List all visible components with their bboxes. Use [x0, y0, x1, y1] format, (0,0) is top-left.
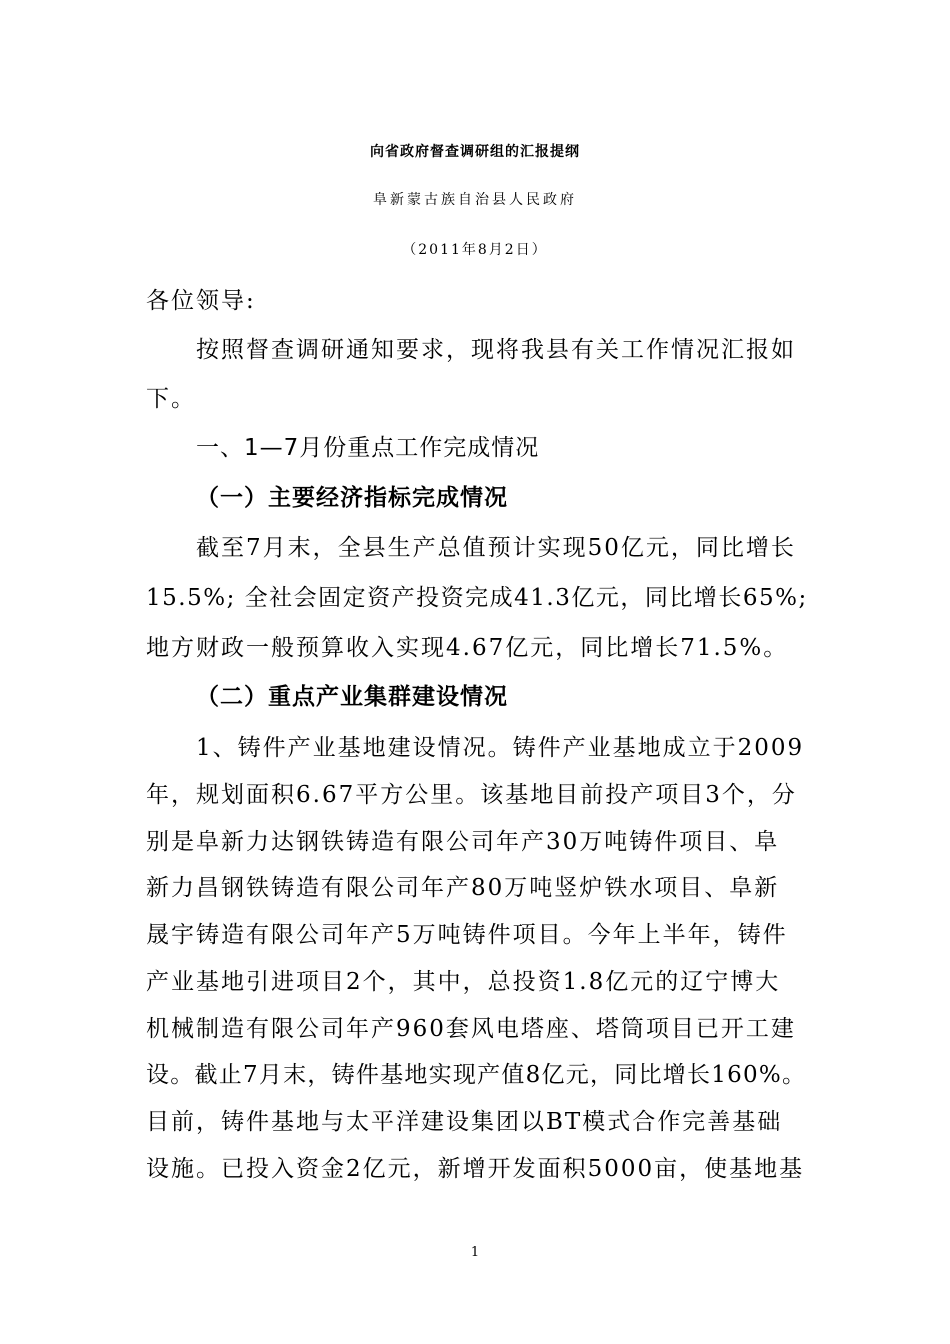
salutation: 各位领导: — [146, 288, 256, 314]
paragraph-line: 1、铸件产业基地建设情况。铸件产业基地成立于2009 — [146, 735, 805, 761]
paragraph-line: 目前，铸件基地与太平洋建设集团以BT模式合作完善基础 — [146, 1109, 783, 1135]
paragraph-line: 15.5%; 全社会固定资产投资完成41.3亿元，同比增长65%; — [146, 585, 808, 611]
paragraph-line: 截至7月末，全县生产总值预计实现50亿元，同比增长 — [146, 535, 796, 561]
paragraph-line: 晟宇铸造有限公司年产5万吨铸件项目。今年上半年，铸件 — [146, 922, 788, 948]
paragraph-line: 设。截止7月末，铸件基地实现产值8亿元，同比增长160%。 — [146, 1062, 807, 1088]
paragraph-line: 新力昌钢铁铸造有限公司年产80万吨竖炉铁水项目、阜新 — [146, 875, 780, 901]
subsection-heading: （二）重点产业集群建设情况 — [196, 684, 508, 710]
paragraph-line: 设施。已投入资金2亿元，新增开发面积5000亩，使基地基 — [146, 1156, 805, 1182]
page-number: 1 — [470, 1245, 480, 1260]
paragraph-line: 机械制造有限公司年产960套风电塔座、塔筒项目已开工建 — [146, 1016, 796, 1042]
paragraph-line: 产业基地引进项目2个，其中，总投资1.8亿元的辽宁博大 — [146, 969, 781, 995]
document-title: 向省政府督查调研组的汇报提纲 — [370, 144, 580, 160]
document-date: （2011年8月2日） — [402, 242, 548, 258]
paragraph-line: 地方财政一般预算收入实现4.67亿元，同比增长71.5%。 — [146, 635, 789, 661]
paragraph-line: 年，规划面积6.67平方公里。该基地目前投产项目3个，分 — [146, 782, 797, 808]
document-author: 阜新蒙古族自治县人民政府 — [373, 192, 577, 208]
intro-line: 下。 — [146, 386, 196, 412]
paragraph-line: 别是阜新力达钢铁铸造有限公司年产30万吨铸件项目、阜 — [146, 829, 780, 855]
section-heading: 一、1—7月份重点工作完成情况 — [196, 435, 540, 461]
intro-line: 按照督查调研通知要求，现将我县有关工作情况汇报如 — [146, 337, 796, 363]
subsection-heading: （一）主要经济指标完成情况 — [196, 485, 508, 511]
